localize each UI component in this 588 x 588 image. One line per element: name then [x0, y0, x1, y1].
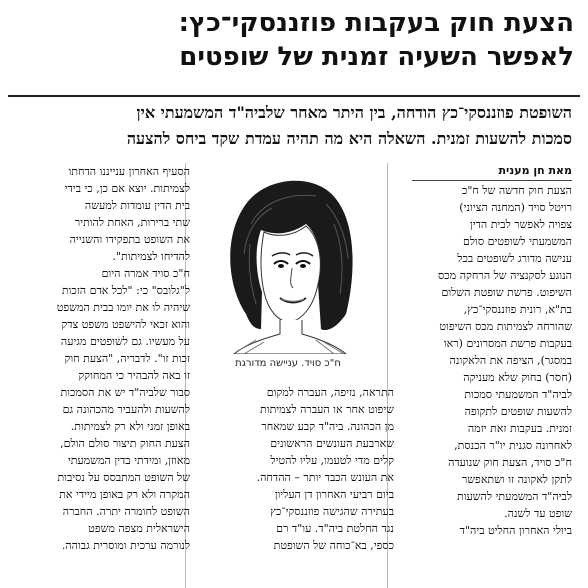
text-line: באופן זמני ולא רק לצמיתות. — [70, 420, 190, 433]
article-column-left — [15, 163, 190, 554]
text-line: בעקבות פרשת המסרונים (ראו — [443, 337, 572, 350]
text-line: במסגר), הציפה את הלאקונה — [449, 354, 572, 367]
article-column-middle — [214, 384, 394, 554]
text-line: התראה, נזיפה, העברה למקום — [266, 386, 394, 399]
text-line: מן הכהונה. ביה"ד קבע שמאחר — [261, 420, 394, 433]
lead-paragraph — [10, 100, 572, 152]
byline-divider — [412, 180, 572, 181]
text-line: הסעיף האחרון ענייננו הדחתו — [68, 165, 190, 178]
article-column-right — [414, 182, 572, 539]
text-line: סבור שלביה"ד יש את הסמכות — [60, 386, 190, 399]
headline-divider — [8, 95, 580, 97]
text-line: (חסר) בחוק שלא מעניקה — [463, 371, 572, 384]
text-line: שיפוט אחר או העברה לצמיתות — [260, 403, 394, 416]
text-line: לביה"ד המשמעתי להשעות — [457, 490, 572, 503]
text-line: ענישה מדורג לשופטים בכל — [457, 252, 572, 265]
lead-line-2: סמכות להשעות זמנית. השאלה היא מה תהיה עמדת שקד ביחס להצעה — [126, 129, 572, 148]
text-line: ח"כ סויד, הצעת חוק שנועדה — [448, 456, 572, 469]
text-line: להשעות שופטים לתקופה — [464, 405, 572, 418]
headline-line-1: הצעת חוק בעקבות פוזננסקי־כץ: — [178, 8, 574, 38]
headline-line-2: לאפשר השעיה זמנית של שופטים — [179, 42, 574, 72]
text-line: זמנית. בעקבות זאת יזמה — [467, 422, 572, 435]
text-line: שתי ברירות, האחת להותיר — [74, 216, 190, 229]
text-line: בת"א, רונית פוזננסקי־כץ, — [463, 303, 572, 316]
photo-caption: ח"כ סויד. עניישה מדורגת — [235, 358, 341, 369]
text-line: רויטל סויד (המחנה הציוני) — [459, 201, 572, 214]
text-line: צפויה לאפשר לבית הדין — [469, 218, 572, 231]
text-line: הצעת חוק חדשה של ח"כ — [461, 184, 572, 197]
text-line: על מעשיו. גם לשופטים מגיעה — [60, 335, 190, 348]
text-line: להדיחו לצמיתות". — [112, 250, 190, 263]
text-line: ביולי האחרון החליט ביה"ד — [459, 524, 572, 537]
text-line: לצמיתות. יוצא אם כן, כי בידי — [64, 182, 190, 195]
byline: מאת חן מענית — [498, 164, 572, 177]
text-line: הנוגע לסקנציה של הרחקה מכס — [438, 269, 572, 282]
portrait-illustration — [206, 164, 370, 354]
text-line: בית הדין עומדות למעשה — [84, 199, 190, 212]
text-line: כספי, בא־כוחה של השופטת — [273, 539, 394, 552]
text-line: המשמעתי לשופטים סולם — [463, 235, 572, 248]
text-line: הישראלית מצפה משפט — [88, 522, 190, 535]
lead-line-1: השופטת פוזננסקי־כץ הודחה, בין היתר מאחר שלביה"ד המשמעתי אין — [136, 103, 572, 122]
text-line: את העונש הכבד יותר – ההדחה. — [256, 471, 394, 484]
text-line: השופט לחומרה יתרה. החברה — [62, 505, 190, 518]
text-line: שארבעת העונשים הראשונים — [270, 437, 394, 450]
text-line: המקרה ולא רק באופן מיידי את — [59, 488, 190, 501]
text-line: לנורמה ערכית ומוסרית גבוהה. — [61, 539, 190, 552]
headline — [14, 6, 574, 74]
text-line: ביום רביעי האחרון דן העליון — [274, 488, 394, 501]
text-line: לביה"ד המשמעתי סמכות — [464, 388, 572, 401]
text-line: את השופט בתפקידו והשנייה — [69, 233, 190, 246]
text-line: שופט עד לשנה. — [504, 507, 572, 520]
text-line: ל"גלובס" כי: "לכל אדם הזכות — [61, 284, 190, 297]
text-line: לאחרונה סגנית יו"ר הכנסת, — [454, 439, 572, 452]
text-line: לתקן לאקונה זו ושתאפשר — [461, 473, 572, 486]
text-line: להשעות ולהעביר מהכהונה גם — [62, 403, 190, 416]
text-line: זכות זו". לדבריה, "הצעת חוק — [64, 352, 190, 365]
text-line: זו באה להבהיר כי המחוקק — [78, 369, 190, 382]
text-line: של השופט המתבסס על נסיבות — [57, 471, 190, 484]
text-line: הצעת החוק תיצור סולם הולם, — [60, 437, 190, 450]
text-line: השיפוט. פרשת שופטת השלום — [441, 286, 572, 299]
text-line: ח"כ סויד אמרה היום — [101, 267, 190, 280]
text-line: והוא זכאי להישפט משפט צדק — [61, 318, 190, 331]
text-line: קלים מדי לטעמו, עליו להטיל — [270, 454, 394, 467]
text-line: שיהיה לו את יומו בבית המשפט — [56, 301, 190, 314]
text-line: נגד החלטת ביה"ד. עו"ד רם — [276, 522, 394, 535]
text-line: בעתירה שהגישה פוזננסקי־כץ — [270, 505, 394, 518]
text-line: מאוזן, ומידתי בדין המשמעתי — [67, 454, 190, 467]
text-line: שהורחה לצמיתות מכס השיפוט — [439, 320, 572, 333]
